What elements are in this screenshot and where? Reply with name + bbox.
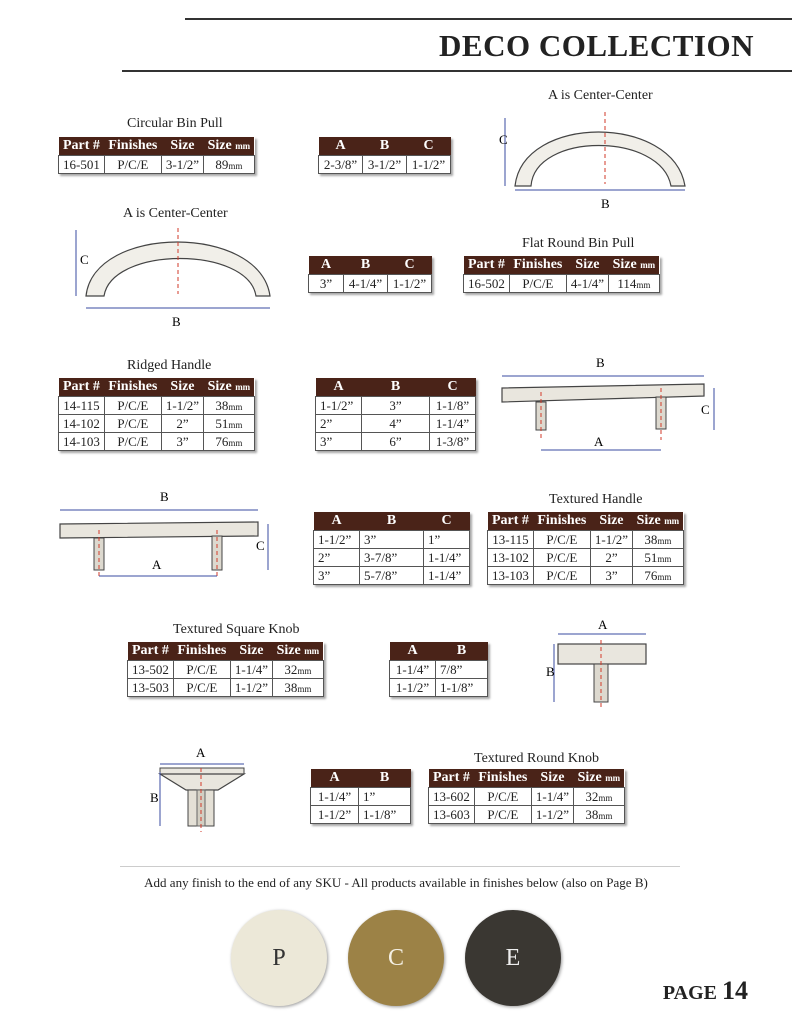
- circular-bin-pull-diagram: [495, 104, 705, 214]
- flat-round-bin-pull-diagram: [72, 222, 282, 332]
- circular-bin-pull-note: A is Center-Center: [548, 88, 653, 103]
- title-rule: [122, 70, 792, 72]
- textured-handle-table: Part # Finishes Size Size mm 13-115 P/C/E 1-1/2” 38mm 13-102 P/C/E 2” 51mm 13-103 P/C/E 3” 76mm: [487, 512, 684, 585]
- ridged-handle-diagram: [498, 352, 720, 452]
- textured-handle-title: Textured Handle: [549, 492, 643, 507]
- textured-round-knob-diagram: [146, 742, 256, 834]
- textured-round-knob-title: Textured Round Knob: [474, 751, 600, 766]
- footer-divider: [120, 866, 680, 867]
- flat-round-note: A is Center-Center: [123, 206, 228, 221]
- page-title: DECO COLLECTION: [439, 28, 754, 63]
- finish-swatch-e: E: [465, 910, 561, 1006]
- table-row: 2-3/8” 3-1/2” 1-1/2”: [319, 156, 451, 174]
- circular-bin-pull-dims-table: A B C 2-3/8” 3-1/2” 1-1/2”: [318, 137, 451, 174]
- textured-square-knob-diagram: [542, 614, 666, 710]
- table-row: 1-1/2” 3” 1”: [314, 531, 470, 549]
- ridged-handle-dims-table: A B C 1-1/2” 3” 1-1/8” 2” 4” 1-1/4” 3” 6” 1-3/8”: [315, 378, 476, 451]
- header-size: Size: [161, 137, 203, 156]
- ridged-handle-table: Part # Finishes Size Size mm 14-115 P/C/E 1-1/2” 38mm 14-102 P/C/E 2” 51mm 14-103 P/C/E 3” 76mm: [58, 378, 255, 451]
- label-a: A: [152, 557, 162, 572]
- label-c: C: [80, 252, 89, 267]
- label-b: B: [546, 664, 555, 679]
- label-c: C: [701, 402, 710, 417]
- table-row: 13-102 P/C/E 2” 51mm: [488, 549, 684, 567]
- table-row: 3” 5-7/8” 1-1/4”: [314, 567, 470, 585]
- table-row: 1-1/4” 1”: [311, 788, 411, 806]
- table-row: 1-1/2” 3” 1-1/8”: [316, 397, 476, 415]
- textured-handle-diagram: [56, 486, 276, 586]
- table-row: 13-503 P/C/E 1-1/2” 38mm: [128, 679, 324, 697]
- header-finishes: Finishes: [104, 137, 161, 156]
- textured-handle-dims-table: A B C 1-1/2” 3” 1” 2” 3-7/8” 1-1/4” 3” 5-7/8” 1-1/4”: [313, 512, 470, 585]
- table-row: 13-103 P/C/E 3” 76mm: [488, 567, 684, 585]
- label-a: A: [594, 434, 604, 449]
- table-row: 3” 4-1/4” 1-1/2”: [309, 275, 432, 293]
- finish-swatch-c: C: [348, 910, 444, 1006]
- table-row: 16-501 P/C/E 3-1/2” 89mm: [59, 156, 255, 174]
- table-row: 13-602 P/C/E 1-1/4” 32mm: [429, 788, 625, 806]
- flat-round-bin-pull-table: Part # Finishes Size Size mm 16-502 P/C/E 4-1/4” 114mm: [463, 256, 660, 293]
- table-row: 13-603 P/C/E 1-1/2” 38mm: [429, 806, 625, 824]
- table-row: 13-502 P/C/E 1-1/4” 32mm: [128, 661, 324, 679]
- table-row: 16-502 P/C/E 4-1/4” 114mm: [464, 275, 660, 293]
- label-b: B: [601, 196, 610, 211]
- page-number: PAGE 14: [662, 976, 748, 1005]
- table-row: 14-103 P/C/E 3” 76mm: [59, 433, 255, 451]
- table-row: 1-1/2” 1-1/8”: [390, 679, 488, 697]
- textured-round-knob-dims-table: A B 1-1/4” 1” 1-1/2” 1-1/8”: [310, 769, 411, 824]
- table-row: 13-115 P/C/E 1-1/2” 38mm: [488, 531, 684, 549]
- table-row: 1-1/4” 7/8”: [390, 661, 488, 679]
- label-b: B: [160, 489, 169, 504]
- finish-swatch-p: P: [231, 910, 327, 1006]
- table-row: 3” 6” 1-3/8”: [316, 433, 476, 451]
- label-b: B: [172, 314, 181, 329]
- table-row: 14-115 P/C/E 1-1/2” 38mm: [59, 397, 255, 415]
- flat-round-bin-pull-title: Flat Round Bin Pull: [522, 236, 635, 251]
- finish-note: Add any finish to the end of any SKU - All products available in finishes below (also on Page B): [144, 875, 648, 890]
- label-b: B: [596, 355, 605, 370]
- textured-square-knob-table: Part # Finishes Size Size mm 13-502 P/C/E 1-1/4” 32mm 13-503 P/C/E 1-1/2” 38mm: [127, 642, 324, 697]
- header-part: Part #: [59, 137, 105, 156]
- label-a: A: [196, 745, 206, 760]
- table-row: 14-102 P/C/E 2” 51mm: [59, 415, 255, 433]
- header-size-mm: Size mm: [204, 137, 255, 156]
- ridged-handle-title: Ridged Handle: [127, 358, 212, 373]
- label-c: C: [499, 132, 508, 147]
- circular-bin-pull-title: Circular Bin Pull: [127, 116, 223, 131]
- top-rule: [185, 18, 792, 20]
- textured-square-knob-dims-table: A B 1-1/4” 7/8” 1-1/2” 1-1/8”: [389, 642, 488, 697]
- label-c: C: [256, 538, 265, 553]
- table-row: 1-1/2” 1-1/8”: [311, 806, 411, 824]
- flat-round-dims-table: A B C 3” 4-1/4” 1-1/2”: [308, 256, 432, 293]
- label-b: B: [150, 790, 159, 805]
- textured-square-knob-title: Textured Square Knob: [173, 622, 300, 637]
- label-a: A: [598, 617, 608, 632]
- textured-round-knob-table: Part # Finishes Size Size mm 13-602 P/C/E 1-1/4” 32mm 13-603 P/C/E 1-1/2” 38mm: [428, 769, 625, 824]
- circular-bin-pull-table: [58, 137, 255, 174]
- table-row: 2” 4” 1-1/4”: [316, 415, 476, 433]
- table-row: 2” 3-7/8” 1-1/4”: [314, 549, 470, 567]
